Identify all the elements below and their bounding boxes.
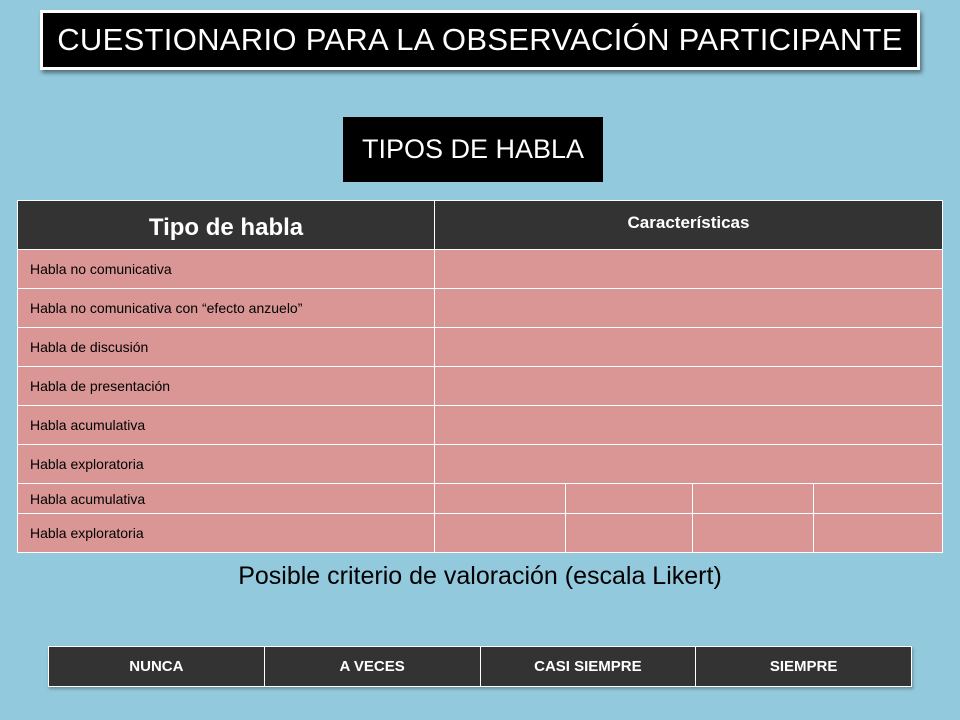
header-tipo-de-habla: Tipo de habla [18, 201, 435, 250]
characteristics-cell[interactable] [435, 289, 943, 328]
row-label: Habla no comunicativa con “efecto anzuelo” [18, 289, 435, 328]
likert-caption: Posible criterio de valoración (escala Likert) [238, 562, 722, 590]
section-title-box [343, 117, 603, 182]
rating-cell[interactable] [435, 484, 565, 513]
table-header-row [18, 201, 943, 250]
likert-option-siempre[interactable]: SIEMPRE [696, 647, 912, 687]
likert-option-nunca[interactable]: NUNCA [49, 647, 265, 687]
table-row [18, 445, 943, 484]
characteristics-cell[interactable] [435, 250, 943, 289]
section-title: TIPOS DE HABLA [361, 134, 585, 164]
table-row [18, 328, 943, 367]
likert-scale-table [48, 646, 912, 687]
header-caracteristicas: Características [435, 201, 943, 250]
likert-row [49, 647, 912, 687]
table-row [18, 514, 943, 553]
row-label: Habla exploratoria [18, 445, 435, 484]
rating-cell[interactable] [813, 514, 942, 552]
table-row [18, 367, 943, 406]
characteristics-cell[interactable] [435, 445, 943, 484]
row-label: Habla acumulativa [18, 484, 435, 514]
rating-cell[interactable] [565, 514, 692, 552]
speech-types-table [17, 200, 943, 553]
row-label: Habla exploratoria [18, 514, 435, 553]
row-label: Habla no comunicativa [18, 250, 435, 289]
likert-option-casi-siempre[interactable]: CASI SIEMPRE [480, 647, 696, 687]
row-label: Habla acumulativa [18, 406, 435, 445]
row-label: Habla de presentación [18, 367, 435, 406]
characteristics-cell[interactable] [435, 406, 943, 445]
likert-option-a-veces[interactable]: A VECES [264, 647, 480, 687]
table-row [18, 250, 943, 289]
table-row [18, 484, 943, 514]
rating-cell[interactable] [692, 484, 813, 513]
rating-cell[interactable] [435, 514, 565, 552]
characteristics-cell[interactable] [435, 367, 943, 406]
rating-cell[interactable] [692, 514, 813, 552]
rating-cell[interactable] [565, 484, 692, 513]
characteristics-cell[interactable] [435, 328, 943, 367]
rating-cell[interactable] [813, 484, 942, 513]
slide-title: CUESTIONARIO PARA LA OBSERVACIÓN PARTICIPANTE [57, 22, 903, 57]
table-row [18, 406, 943, 445]
table-row [18, 289, 943, 328]
slide-title-box [40, 10, 920, 70]
rating-cells [435, 484, 943, 514]
row-label: Habla de discusión [18, 328, 435, 367]
rating-cells [435, 514, 943, 553]
